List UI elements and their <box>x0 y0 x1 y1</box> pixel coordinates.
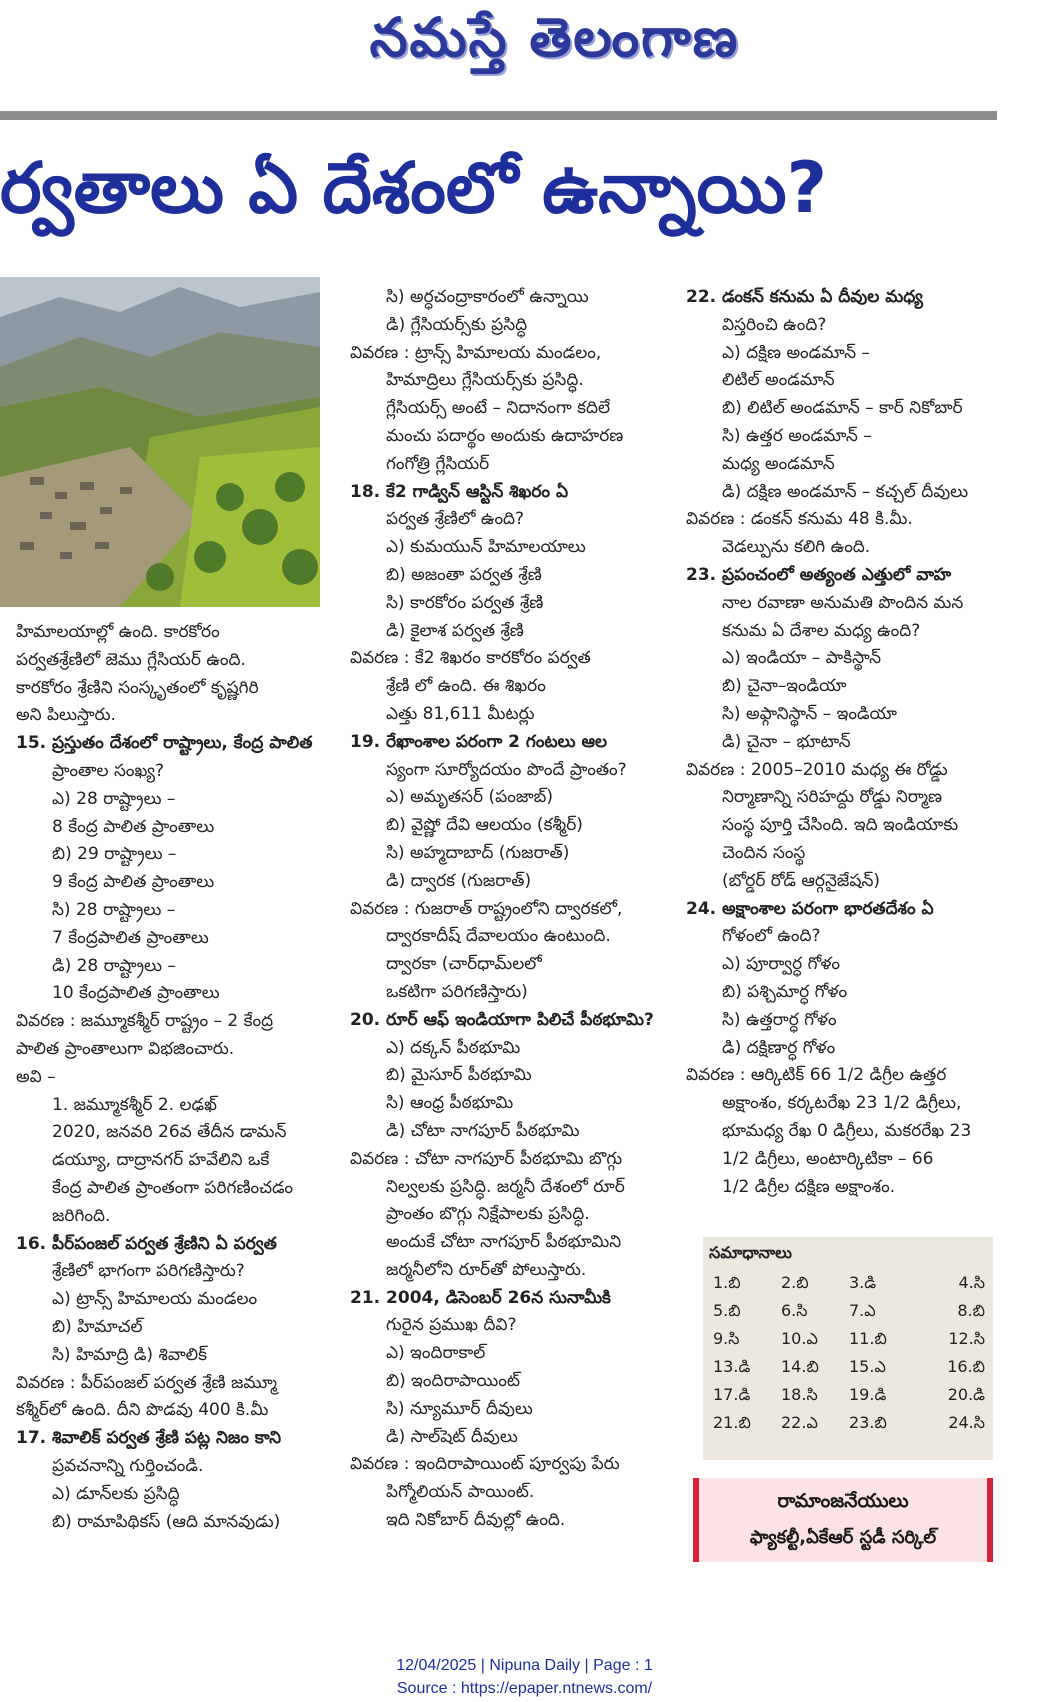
text-line: విస్తరించి ఉంది? <box>722 314 827 335</box>
text-line: ప్రాంతం బొగ్గు నిక్షేపాలకు ప్రసిద్ధి. <box>386 1204 590 1225</box>
answers-box <box>703 1237 993 1460</box>
text-line: అవి – <box>16 1066 56 1087</box>
text-line: గ్లేసియర్స్ అంటే – నిదానంగా కదిలే <box>386 398 611 419</box>
text-line: సి) ఉత్తరార్ధ గోళం <box>722 1009 837 1030</box>
footer <box>0 1654 1049 1700</box>
text-line: డి) చైనా – భూటాన్ <box>722 731 851 752</box>
text-line: ఎత్తు 81,611 మీటర్లు <box>386 703 535 724</box>
text-line: గోళంలో ఉంది? <box>722 926 821 947</box>
text-line: బి) రామాపిథికస్ (ఆది మానవుడు) <box>52 1511 281 1532</box>
text-line: ఒకటిగా పరిగణిస్తారు) <box>386 981 528 1002</box>
text-line: 2020, జనవరి 26వ తేదీన డామన్ <box>52 1122 287 1143</box>
text-line: డయ్యూ, దాద్రానగర్ హవేలిని ఒకే <box>52 1150 270 1171</box>
text-line: వివరణ : పీర్‌పంజల్ పర్వత శ్రేణి జమ్మూ <box>16 1372 278 1393</box>
answer-item: 9.సి <box>713 1329 740 1348</box>
text-line: బి) హిమాచల్ <box>52 1316 143 1337</box>
text-line: వివరణ : ట్రాన్స్ హిమాలయ మండలం, <box>350 342 602 363</box>
text-line: 24. అక్షాంశాల పరంగా భారతదేశం ఏ <box>686 898 934 919</box>
answer-item: 8.బి <box>957 1301 985 1320</box>
text-line: 17. శివాలిక్ పర్వత శ్రేణి పట్ల నిజం కాని <box>16 1428 282 1449</box>
text-line: లిటిల్ అండమాన్ <box>722 370 835 391</box>
text-line: సి) 28 రాష్ట్రాలు – <box>52 899 176 920</box>
text-line: బి) 29 రాష్ట్రాలు – <box>52 844 177 865</box>
text-line: వివరణ : చోటా నాగపూర్ పీఠభూమి బొగ్గు <box>350 1148 623 1169</box>
answer-item: 11.బి <box>849 1329 887 1348</box>
text-line: గురైన ప్రముఖ దీవి? <box>386 1315 517 1336</box>
answer-item: 7.ఎ <box>849 1301 876 1320</box>
text-line: ద్వారకాదీష్ దేవాలయం ఉంటుంది. <box>386 926 611 947</box>
text-line: 10 కేంద్రపాలిత ప్రాంతాలు <box>52 983 220 1004</box>
text-line: 23. ప్రపంచంలో అత్యంత ఎత్తులో వాహ <box>686 564 952 585</box>
answer-item: 1.బి <box>713 1273 741 1292</box>
column-1 <box>16 619 331 1536</box>
text-line: డి) ద్వారక (గుజరాత్) <box>386 870 532 891</box>
text-line: కారకోరం శ్రేణిని సంస్కృతంలో కృష్ణగిరి <box>16 677 259 698</box>
text-line: బి) అజంతా పర్వత శ్రేణి <box>386 564 542 585</box>
text-line: గంగోత్రి గ్లేసియర్ <box>386 453 490 474</box>
text-line: 18. కే2 గాడ్విన్ ఆస్టిన్ శిఖరం ఏ <box>350 481 569 502</box>
author-org: ఫ్యాకల్టీ,ఏకేఆర్ స్టడీ సర్కిల్ <box>749 1527 937 1548</box>
text-line: జర్మనీలోని రూర్‌తో పోలుస్తారు. <box>386 1259 587 1280</box>
answer-item: 21.బి <box>713 1413 751 1432</box>
text-line: ద్వారకా (చార్‌ధామ్‌లలో <box>386 954 542 975</box>
text-line: ప్రవచనాన్ని గుర్తించండి. <box>52 1455 204 1476</box>
answer-item: 16.బి <box>947 1357 985 1376</box>
text-line: డి) దక్షిణార్ధ గోళం <box>722 1037 836 1058</box>
text-line: వివరణ : ఇందిరాపాయింట్ పూర్వపు పేరు <box>350 1454 620 1475</box>
text-line: ఎ) దక్కన్ పీఠభూమి <box>386 1037 521 1058</box>
answer-item: 17.డి <box>713 1385 751 1404</box>
author-box <box>693 1478 993 1562</box>
answer-item: 23.బి <box>849 1413 887 1432</box>
answer-item: 19.డి <box>849 1385 887 1404</box>
text-line: కశ్మీర్‌లో ఉంది. దీని పొడవు 400 కి.మీ <box>16 1400 269 1421</box>
author-name: రామాంజనేయులు <box>777 1490 909 1512</box>
masthead-title: నమస్తే తెలంగాణ <box>369 6 740 69</box>
text-line: బి) చైనా–ఇండియా <box>722 676 847 697</box>
text-line: వివరణ : కే2 శిఖరం కారకోరం పర్వత <box>350 648 591 669</box>
text-line: శ్రేణి లో ఉంది. ఈ శిఖరం <box>386 676 546 697</box>
answer-item: 24.సి <box>948 1413 985 1432</box>
text-line: నాల రవాణా అనుమతి పొందిన మన <box>722 592 964 613</box>
answer-item: 15.ఎ <box>849 1357 886 1376</box>
text-line: ఎ) కుమయున్ హిమాలయాలు <box>386 537 586 558</box>
text-line: వివరణ : జమ్మూకశ్మీర్ రాష్ట్రం – 2 కేంద్ర <box>16 1011 274 1032</box>
text-line: 9 కేంద్ర పాలిత ప్రాంతాలు <box>52 872 215 893</box>
column-2 <box>350 284 665 1535</box>
text-line: శ్రేణిలో భాగంగా పరిగణిస్తారు? <box>52 1261 245 1282</box>
text-line: 16. పీర్‌పంజల్ పర్వత శ్రేణిని ఏ పర్వత <box>16 1233 277 1254</box>
text-line: వివరణ : డంకన్ కనుమ 48 కి.మీ. <box>686 509 913 530</box>
text-line: బి) పశ్చిమార్ధ గోళం <box>722 981 848 1002</box>
text-line: బి) వైష్ణో దేవి ఆలయం (కశ్మీర్) <box>386 815 583 836</box>
text-line: డి) సాల్‌షెట్ దీవులు <box>386 1426 518 1447</box>
text-line: పర్వతశ్రేణిలో జెము గ్లేసియర్ ఉంది. <box>16 649 246 670</box>
text-line: 22. డంకన్ కనుమ ఏ దీవుల మధ్య <box>686 287 923 307</box>
text-line: ఎ) పూర్వార్ధ గోళం <box>722 954 841 975</box>
text-line: ఎ) ట్రాన్స్ హిమాలయ మండలం <box>52 1289 258 1310</box>
text-line: స్యంగా సూర్యోదయం పొందే ప్రాంతం? <box>386 759 627 780</box>
text-line: డి) కైలాశ పర్వత శ్రేణి <box>386 620 524 641</box>
footer-date-line: 12/04/2025 | Nipuna Daily | Page : 1 <box>396 1657 653 1674</box>
answer-item: 4.సి <box>958 1273 985 1292</box>
text-line: ఎ) ఇందిరాకాల్ <box>386 1343 486 1364</box>
text-line: కేంద్ర పాలిత ప్రాంతంగా పరిగణించడం <box>52 1177 293 1198</box>
answers-grid <box>713 1273 985 1432</box>
text-line: మధ్య అండమాన్ <box>722 453 835 474</box>
text-line: ఎ) ఇండియా – పాకిస్థాన్ <box>722 648 882 669</box>
answers-title: సమాధానాలు <box>709 1243 792 1262</box>
text-line: అక్షాంశం, కర్కటరేఖ 23 1/2 డిగ్రీలు, <box>722 1093 962 1114</box>
text-line: సి) న్యూమూర్ దీవులు <box>386 1398 533 1419</box>
answer-item: 20.డి <box>947 1385 985 1404</box>
text-line: బి) ఇందిరాపాయింట్ <box>386 1371 521 1392</box>
text-line: ఇది నికోబార్ దీవుల్లో ఉంది. <box>386 1510 566 1531</box>
text-line: డి) చోటా నాగపూర్ పీఠభూమి <box>386 1120 580 1141</box>
text-line: 19. రేఖాంశాల పరంగా 2 గంటలు ఆల <box>350 731 608 752</box>
text-line: డి) దక్షిణ అండమాన్ – కచ్చల్ దీవులు <box>722 481 969 502</box>
text-line: (బోర్డర్ రోడ్ ఆర్గనైజేషన్) <box>722 870 881 891</box>
text-line: చెందిన సంస్థ <box>722 842 806 863</box>
answer-item: 3.డి <box>849 1273 877 1292</box>
text-line: హిమాలయాల్లో ఉంది. కారకోరం <box>16 622 220 642</box>
text-line: పాలిత ప్రాంతాలుగా విభజించారు. <box>16 1038 235 1059</box>
answer-item: 18.సి <box>781 1385 818 1404</box>
text-line: 1/2 డిగ్రీలు, అంటార్కిటికా – 66 <box>722 1148 934 1169</box>
answer-item: 10.ఎ <box>781 1329 818 1348</box>
text-line: ఎ) దక్షిణ అండమాన్ – <box>722 342 870 363</box>
answer-item: 2.బి <box>781 1273 809 1292</box>
text-line: జరిగింది. <box>52 1205 111 1226</box>
text-line: నిల్వలకు ప్రసిద్ధి. జర్మనీ దేశంలో రూర్ <box>386 1176 625 1197</box>
text-line: డి) గ్లేసియర్స్‌కు ప్రసిద్ధి <box>386 314 528 335</box>
hill-village-photo <box>0 277 320 607</box>
text-line: 20. రూర్ ఆఫ్ ఇండియాగా పిలిచే పీఠభూమి? <box>350 1009 654 1030</box>
text-line: సి) కారకోరం పర్వత శ్రేణి <box>386 592 544 613</box>
text-line: కనుమ ఏ దేశాల మధ్య ఉంది? <box>722 620 921 641</box>
text-line: పర్వత శ్రేణిలో ఉంది? <box>386 509 525 530</box>
headline: ర్వతాలు ఏ దేశంలో ఉన్నాయి? <box>0 147 828 229</box>
text-line: పిగ్మోలియన్ పాయింట్. <box>386 1482 535 1503</box>
text-line: సంస్థ పూర్తి చేసింది. ఇది ఇండియాకు <box>722 815 959 836</box>
text-line: అని పిలుస్తారు. <box>16 705 116 726</box>
text-line: వెడల్పును కలిగి ఉంది. <box>722 537 871 558</box>
text-line: బి) లిటిల్ అండమాన్ – కార్ నికోబార్ <box>722 398 963 419</box>
text-line: 15. ప్రస్తుతం దేశంలో రాష్ట్రాలు, కేంద్ర పాలిత <box>16 733 313 754</box>
text-line: 1. జమ్మూకశ్మీర్ 2. లఢఖ్ <box>52 1094 217 1115</box>
header-rule <box>0 111 997 120</box>
text-line: మంచు పదార్థం అందుకు ఉదాహరణ <box>386 425 624 446</box>
text-line: డి) 28 రాష్ట్రాలు – <box>52 955 176 976</box>
answer-item: 12.సి <box>948 1329 985 1348</box>
answer-item: 14.బి <box>781 1357 819 1376</box>
answer-item: 6.సి <box>781 1301 808 1320</box>
text-line: సి) హిమాద్రి డి) శివాలిక్ <box>52 1344 207 1365</box>
text-line: భూమధ్య రేఖ 0 డిగ్రీలు, మకరరేఖ 23 <box>722 1120 972 1141</box>
text-line: వివరణ : గుజరాత్ రాష్ట్రంలోని ద్వారకలో, <box>350 898 623 919</box>
text-line: హిమాద్రిలు గ్లేసియర్స్‌కు ప్రసిద్ధి. <box>386 370 584 391</box>
text-line: వివరణ : ఆర్కిటిక్ 66 1/2 డిగ్రీల ఉత్తర <box>686 1065 947 1086</box>
text-line: ఎ) 28 రాష్ట్రాలు – <box>52 788 176 809</box>
text-line: అందుకే చోటా నాగపూర్ పీఠభూమిని <box>386 1232 622 1253</box>
answer-item: 22.ఎ <box>781 1413 818 1432</box>
text-line: సి) ఆంధ్ర పీఠభూమి <box>386 1093 514 1114</box>
text-line: బి) మైసూర్ పీఠభూమి <box>386 1065 532 1086</box>
text-line: 21. 2004, డిసెంబర్ 26న సునామీకి <box>350 1287 611 1308</box>
answer-item: 5.బి <box>713 1301 741 1320</box>
answer-item: 13.డి <box>713 1357 751 1376</box>
text-line: ఎ) డూన్‌లకు ప్రసిద్ధి <box>52 1483 180 1504</box>
text-line: సి) ఉత్తర అండమాన్ – <box>722 425 872 446</box>
text-line: వివరణ : 2005–2010 మధ్య ఈ రోడ్డు <box>686 759 948 780</box>
text-line: 7 కేంద్రపాలిత ప్రాంతాలు <box>52 927 209 948</box>
text-line: 8 కేంద్ర పాలిత ప్రాంతాలు <box>52 816 215 837</box>
text-line: ఎ) అమృతసర్ (పంజాబ్) <box>386 787 553 808</box>
text-line: నిర్మాణాన్ని సరిహద్దు రోడ్డు నిర్మాణ <box>722 787 943 808</box>
text-line: ప్రాంతాల సంఖ్య? <box>52 760 165 781</box>
masthead <box>0 0 1049 90</box>
footer-source-line: Source : https://epaper.ntnews.com/ <box>396 1680 653 1697</box>
column-3 <box>686 284 1001 1201</box>
text-line: సి) అహ్మదాబాద్ (గుజరాత్) <box>386 842 570 863</box>
text-line: 1/2 డిగ్రీల దక్షిణ అక్షాంశం. <box>722 1176 896 1197</box>
text-line: సి) అర్ధచంద్రాకారంలో ఉన్నాయి <box>386 287 589 307</box>
text-line: సి) అఫ్గానిస్థాన్ – ఇండియా <box>722 703 897 724</box>
